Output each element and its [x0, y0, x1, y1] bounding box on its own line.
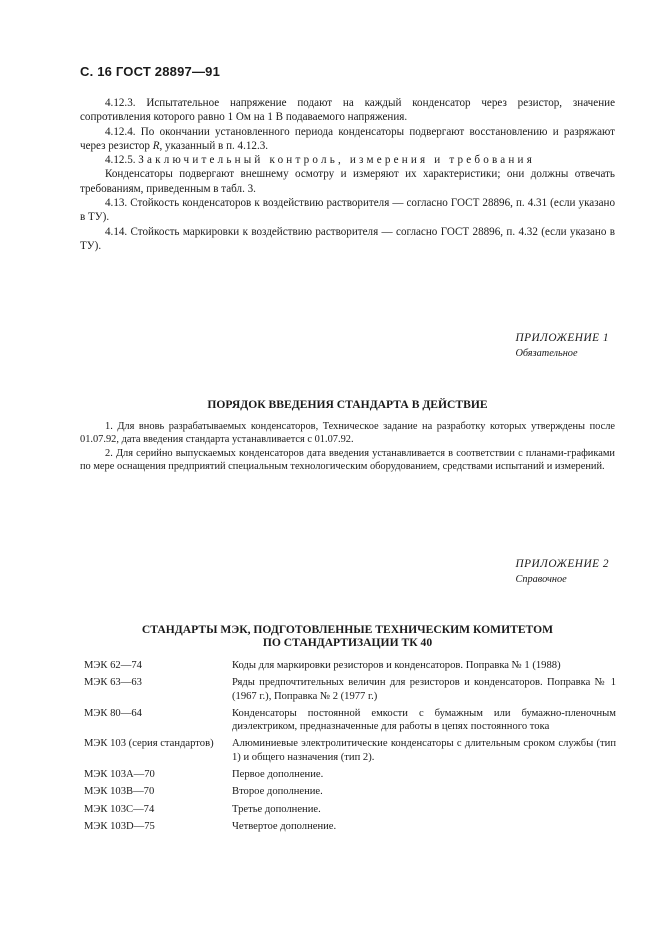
standard-code: МЭК 103A—70 [84, 769, 155, 781]
appendix-1-paragraph-1: 1. Для вновь разрабатываемых конденсаторов, Техническое задание на разработку которых утверждены после 01.07.92, дата введения стандарта устанавливается с 01.07.92. [80, 421, 615, 446]
appendix-2-label: ПРИЛОЖЕНИЕ 2 [515, 558, 609, 570]
table-row [84, 707, 616, 738]
resistor-symbol: R [152, 139, 160, 152]
table-row [84, 659, 616, 676]
paragraph-4-13: 4.13. Стойкость конденсаторов к воздействию растворителя — согласно ГОСТ 28896, п. 4.31 (если указано в ТУ). [80, 197, 615, 224]
standard-code: МЭК 103B—70 [84, 786, 155, 798]
table-row [84, 785, 616, 802]
standard-description: Конденсаторы постоянной емкости с бумажным или бумажно-пленочным диэлектриком, предназначенные для работы в цепях постоянного тока [232, 707, 616, 733]
paragraph-4-12-5-body: Конденсаторы подвергают внешнему осмотру и измеряют их характеристики; они должны отвечать требованиям, приведенным в табл. 3. [80, 168, 615, 195]
paragraph-4-12-4-end: , указанный в п. 4.12.3. [159, 139, 269, 152]
standard-code: МЭК 103 (серия стандартов) [84, 738, 214, 750]
standard-code: МЭК 103D—75 [84, 820, 155, 832]
table-row [84, 676, 616, 707]
appendix-1-title: ПОРЯДОК ВВЕДЕНИЯ СТАНДАРТА В ДЕЙСТВИЕ [207, 398, 488, 411]
paragraph-4-14: 4.14. Стойкость маркировки к воздействию растворителя — согласно ГОСТ 28896, п. 4.32 (если указано в ТУ). [80, 225, 615, 252]
appendix-1-label: ПРИЛОЖЕНИЕ 1 [515, 332, 609, 344]
paragraph-4-12-4-start: 4.12.4. По окончании установленного периода конденсаторы подвергают восстановлению и разряжают через резистор [80, 125, 615, 152]
appendix-1-label-block [515, 331, 609, 361]
section-4-text [80, 96, 615, 253]
table-row [84, 820, 616, 837]
standard-code: МЭК 103C—74 [84, 803, 155, 815]
table-row [84, 737, 616, 768]
standard-description: Четвертое дополнение. [232, 820, 337, 832]
appendix-1-body [80, 420, 615, 474]
standard-description: Алюминиевые электролитические конденсаторы с длительным сроком службы (тип 1) и общего назначения (тип 2). [232, 738, 616, 763]
appendix-2-title-line-2: ПО СТАНДАРТИЗАЦИИ ТК 40 [262, 636, 433, 649]
standards-table [84, 659, 616, 837]
standard-code: МЭК 80—64 [84, 707, 142, 719]
paragraph-4-12-4 [80, 125, 615, 154]
paragraph-4-12-5-number: 4.12.5. [105, 154, 139, 167]
standard-description: Первое дополнение. [232, 769, 324, 781]
appendix-2-status: Справочное [515, 574, 567, 585]
appendix-1-status: Обязательное [515, 348, 578, 359]
table-row [84, 768, 616, 785]
paragraph-4-12-5-title: Заключительный контроль, измерения и требования [138, 154, 535, 167]
standard-code: МЭК 63—63 [84, 677, 142, 689]
standard-code: МЭК 62—74 [84, 660, 142, 671]
paragraph-4-12-5-heading [80, 153, 615, 167]
standard-description: Третье дополнение. [232, 803, 321, 815]
table-row [84, 803, 616, 820]
appendix-1-paragraph-2: 2. Для серийно выпускаемых конденсаторов дата введения устанавливается в соответствии с планами-графиками по мере оснащения предприятий специальным технологическим оборудованием, средствами испытаний и измерений. [80, 447, 615, 473]
standard-description: Второе дополнение. [232, 786, 323, 798]
appendix-2-title-line-1: СТАНДАРТЫ МЭК, ПОДГОТОВЛЕННЫЕ ТЕХНИЧЕСКИМ КОМИТЕТОМ [141, 623, 554, 636]
paragraph-4-12-3: 4.12.3. Испытательное напряжение подают на каждый конденсатор через резистор, значение сопротивления которого равно 1 Ом на 1 В подаваемого напряжения. [80, 97, 615, 124]
standard-description: Ряды предпочтительных величин для резисторов и конденсаторов. Поправка № 1 (1967 г.), Поправка № 2 (1977 г.) [232, 677, 616, 702]
page-header: С. 16 ГОСТ 28897—91 [80, 64, 221, 79]
standard-description: Коды для маркировки резисторов и конденсаторов. Поправка № 1 (1988) [232, 660, 561, 671]
appendix-2-title [80, 623, 615, 649]
appendix-2-label-block [515, 557, 609, 587]
